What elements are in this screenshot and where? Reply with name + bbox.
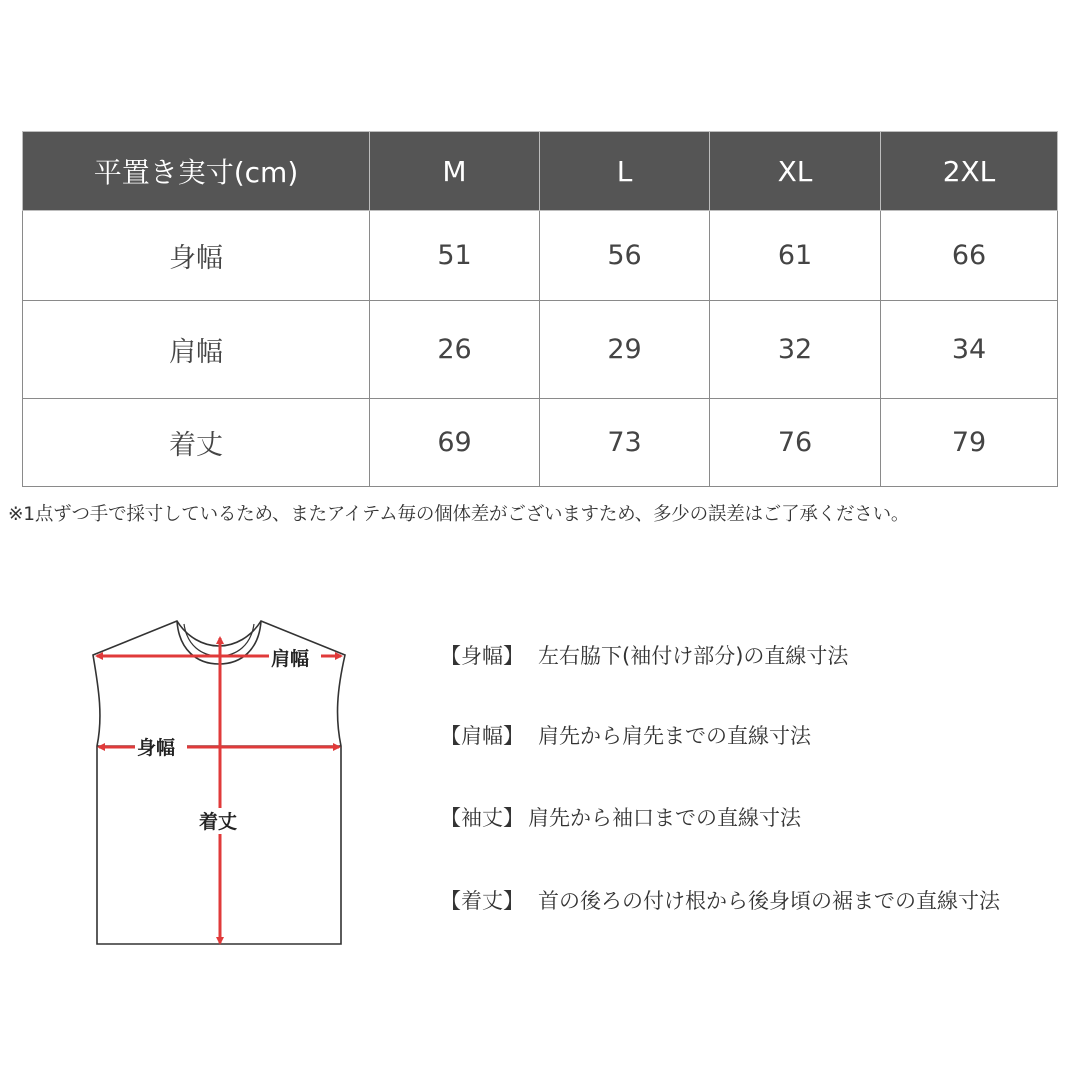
cell-value: 56	[540, 211, 710, 301]
size-table	[22, 131, 1058, 487]
cell-value: 79	[881, 399, 1058, 487]
legend-term: 【着丈】	[440, 889, 524, 913]
cell-value: 26	[370, 301, 540, 399]
cell-value: 32	[710, 301, 881, 399]
header-size-2xl: 2XL	[881, 132, 1058, 211]
legend-term: 【袖丈】	[440, 806, 524, 830]
cell-value: 69	[370, 399, 540, 487]
legend-desc: 肩先から肩先までの直線寸法	[538, 724, 811, 748]
header-size-xl: XL	[710, 132, 881, 211]
cell-value: 61	[710, 211, 881, 301]
table-row	[23, 399, 1058, 487]
header-size-l: L	[540, 132, 710, 211]
legend-item	[440, 885, 1000, 915]
body-width-label: 身幅	[137, 737, 176, 759]
legend-desc: 左右脇下(袖付け部分)の直線寸法	[538, 644, 849, 668]
garment-diagram	[85, 612, 355, 952]
body-length-label: 着丈	[199, 811, 238, 833]
table-row	[23, 301, 1058, 399]
header-measure: 平置き実寸(cm)	[23, 132, 370, 211]
legend-desc: 首の後ろの付け根から後身頃の裾までの直線寸法	[538, 889, 1000, 913]
legend-item	[440, 640, 848, 670]
shoulder-width-label: 肩幅	[271, 648, 310, 670]
row-label: 着丈	[23, 399, 370, 487]
cell-value: 29	[540, 301, 710, 399]
row-label: 身幅	[23, 211, 370, 301]
legend-desc: 肩先から袖口までの直線寸法	[528, 806, 801, 830]
table-row	[23, 211, 1058, 301]
legend-term: 【身幅】	[440, 644, 524, 668]
cell-value: 51	[370, 211, 540, 301]
cell-value: 73	[540, 399, 710, 487]
legend-term: 【肩幅】	[440, 724, 524, 748]
header-row	[23, 132, 1058, 211]
row-label: 肩幅	[23, 301, 370, 399]
cell-value: 66	[881, 211, 1058, 301]
legend-item	[440, 802, 801, 832]
cell-value: 76	[710, 399, 881, 487]
measurement-note: ※1点ずつ手で採寸しているため、またアイテム毎の個体差がございますため、多少の誤差はご了承ください。	[8, 504, 910, 525]
header-size-m: M	[370, 132, 540, 211]
cell-value: 34	[881, 301, 1058, 399]
legend-item	[440, 720, 811, 750]
